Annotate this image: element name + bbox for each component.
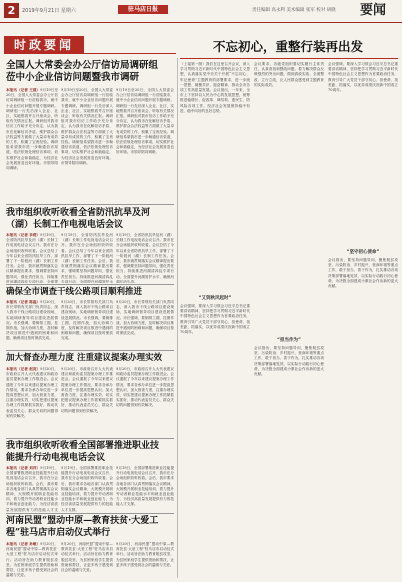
banner-label: 时政要闻 (13, 38, 74, 52)
article-6-body-a: 本报讯（记者 孙敏）9月20日，河南民盟“盟动中原—教育扶贫·大爱工程”驻马店市启动仪式举行。活动旨在助力教育脱贫攻坚，为贫困家庭学生提供资助和帮扶，让更多孩子感受到社会的温暖与关爱。 (6, 542, 58, 578)
article-4-body-b: 9月20日，市政府召开人大代表建议和政协委员提案办理工作推进会。会议通报了今年以来建议提案办理工作情况，要求各承办单位进一步提高思想认识，加大督查力度，注重办理实效，切实把建议提案办理工作抓紧抓实抓好，推动代表委员关心、群众关切的问题得到有效解决。 (61, 367, 113, 413)
article-2-body-b: 9月19日，全省防汛抗旱及河（湖）长制工作电视电话会议召开。我市在分会场组织收听收看。会议总结了今年以来全省防汛抗旱工作，部署了下一阶段河（湖）长制工作任务。会后，我市就贯彻落实会议精神提出要求，强调要坚持问题导向，强化责任担当，持续推进河湖清四乱专项行动，全面提升河湖管护水 (61, 233, 113, 283)
article-4-headline: 加大督查办理力度 注重建议提案办理实效 (6, 353, 162, 363)
article-1-body-c: 9月19日至20日，全国人大常委会办公厅信访局调研组一行莅临我市，就中小企业信访问题开展专题调研。调研组一行先后深入企业、社区，实地察看并召开座谈会，听取有关情况汇报。调研组对我市信访工作给予充分肯定，认为我市在化解信访矛盾、维护群众合法权益等方面做了大量卓有成效的工作，积累了宝贵经验。调研组希望我市进一步畅通信访渠道，依法依规处理信访事项，切实维护社会和谐稳定，为经济社会发展营造良好环境。市领导陪同调研。 (116, 88, 174, 155)
article-5-body-b: 9月19日，全国部署推进职业技能提升行动电视电话会议召开，我市在分会场组织收听收看。会后，我市要求各地各部门认真贯彻落实会议精神，大规模开展职业技能培训，着力提升劳动者职业技能水平和就业创业能力，为经济高质量发展提供有力的技能人才支撑。 (61, 466, 113, 512)
column-separator (177, 58, 178, 578)
article-5-body-c: 9月19日，全国部署推进职业技能提升行动电视电话会议召开，我市在分会场组织收听收看。会后，我市要求各地各部门认真贯彻落实会议精神，大规模开展职业技能培训，着力提升劳动者职业技能水平和就业创业能力，为经济高质量发展提供有力的技能人才支撑。 (116, 466, 174, 507)
title-rule (180, 58, 398, 59)
section-title: 要闻 (360, 3, 387, 18)
banner-rule (84, 53, 176, 54)
article-1-body-a: 本报讯（记者 王晨）9月19日至20日，全国人大常委会办公厅信访局调研组一行莅临我市，就中小企业信访问题开展专题调研。调研组一行先后深入企业、社区，实地察看并召开座谈会，听取有关情况汇报。调研组对我市信访工作给予充分肯定，认为我市在化解信访矛盾、维护群众合法权益等方面做了大量卓有成效的工作，积累了宝贵经验。调研组希望我市进一步畅通信访渠道，依法依规处理信访事项，切实维护社会和谐稳定，为经济社会发展营造良好环境。市领导陪同调研。 (6, 88, 58, 171)
main-body-col1b: 会议强调，要深入学习领会习近平总书记重要讲话精神，坚持把学习贯彻习近平新时代中国特色社会主义思想作为首要政治任务，教育引导广大党员干部守初心、担使命、找差距、抓落实，以优异成绩庆祝新中国成立70周年。 (180, 304, 250, 335)
article-4-body-a: 本报讯（记者 赵亮）9月20日，市政府召开人大代表建议和政协委员提案办理工作推进会。会议通报了今年以来建议提案办理工作情况，要求各承办单位进一步提高思想认识，加大督查力度，注重办理实效，切实把建议提案办理工作抓紧抓实抓好，推动代表委员关心、群众关切的问题得到有效解决。 (6, 367, 58, 418)
main-body-col3b: 会议指出，要坚持问题导向，聚焦脱贫攻坚、污染防治、乡村振兴、营商环境等重点工作，敢于担当、善于作为，扎实推动各项决策部署落地见效，以实际行动践行初心使命，为决胜全面建成小康社会作出新的更大贡献。 (328, 258, 398, 289)
divider (6, 284, 174, 285)
article-2-body-c: 9月19日，全省防汛抗旱及河（湖）长制工作电视电话会议召开。我市在分会场组织收听收看。会议总结了今年以来全省防汛抗旱工作，部署了下一阶段河（湖）长制工作任务。会后，我市就贯彻落实会议精神提出要求，强调要坚持问题导向，强化责任担当，持续推进河湖清四乱专项行动，全面提升河湖管护水平，确保河湖长治久清。 (116, 233, 174, 283)
masthead-logo: 驻马店日报 (118, 5, 168, 14)
article-3-body-a: 本报讯（记者 陈磊）9月20日，市长带领有关部门负责同志，深入我市干线公路项目建设现场，实地调研督导项目建设进展情况。市长强调，要倒排工期，挂图作战，加大协调力度，及时解决项目推进中遇到的困难和问题，确保项目按时保质完成。 (6, 300, 58, 341)
main-body-col3: 会议强调，要深入学习领会习近平总书记重要讲话精神，坚持把学习贯彻习近平新时代中国特色社会主义思想作为首要政治任务，教育引导广大党员干部守初心、担使命、找差距、抓落实，以优异成绩庆祝新中国成立70周年。 (328, 62, 398, 93)
divider (6, 438, 174, 439)
article-3-headline: 确保全市调查干线公路项目顺利推进 (6, 287, 143, 297)
divider (6, 204, 174, 205)
main-subhead-1: “又到秋风起时” (198, 296, 232, 301)
article-5-headline: 我市组织收听收看全国部署推进职业技能提升行动电视电话会议 (6, 441, 160, 463)
article-1-body-b: 9月19日至20日，全国人大常委会办公厅信访局调研组一行莅临我市，就中小企业信访问题开展专题调研。调研组一行先后深入企业、社区，实地察看并召开座谈会，听取有关情况汇报。调研组对我市信访工作给予充分肯定，认为我市在化解信访矛盾、维护群众合法权益等方面做了大量卓有成效的工作，积累了宝贵经验。调研组希望我市进一步畅通信访渠道，依法依规处理信访事项，切实维护社会和谐稳定，为经济社会发展营造良好环境。市领导陪同调研。 (61, 88, 113, 165)
main-body-col2: 会议要求，各级党组织要切实履行主体责任，认真查找和整改问题，着力解决群众反映强烈的突出问题，做到真改实改、全面整改、立行立改，让人民群众感受到主题教育的实际成效。 (254, 62, 324, 87)
article-4-body-c: 9月20日，市政府召开人大代表建议和政协委员提案办理工作推进会。会议通报了今年以来建议提案办理工作情况，要求各承办单位进一步提高思想认识，加大督查力度，注重办理实效，切实把建议提案办理工作抓紧抓实抓好，推动代表委员关心、群众关切的问题得到有效解决。 (116, 367, 174, 408)
article-3-body-b: 9月20日，市长带领有关部门负责同志，深入我市干线公路项目建设现场，实地调研督导项目建设进展情况。市长强调，要倒排工期，挂图作战，加大协调力度，及时解决项目推进中遇到的困难和问题，确保项目按时保质完成。 (61, 300, 113, 341)
page-header (0, 0, 402, 23)
page-number: 2 (4, 3, 19, 18)
article-3-body-c: 9月20日，市长带领有关部门负责同志，深入我市干线公路项目建设现场，实地调研督导项目建设进展情况。市长强调，要倒排工期，挂图作战，加大协调力度，及时解决项目推进中遇到的困难和问题，确保项目按时保质完成。 (116, 300, 174, 336)
article-2-headline: 我市组织收听收看全省防汛抗旱及河（湖）长制工作电视电话会议 (6, 208, 151, 230)
main-article-title: 不忘初心，重整行装再出发 (212, 39, 363, 54)
article-6-body-b: 9月20日，河南民盟“盟动中原—教育扶贫·大爱工程”驻马店市启动仪式举行。活动旨在助力教育脱贫攻坚，为贫困家庭学生提供资助和帮扶，让更多孩子感受到社会的温暖与关爱。 (61, 542, 113, 573)
article-2-body-a: 本报讯（记者 李莉）9月19日，全省防汛抗旱及河（湖）长制工作电视电话会议召开。我市在分会场组织收听收看。会议总结了今年以来全省防汛抗旱工作，部署了下一阶段河（湖）长制工作任务。会后，我市就贯彻落实会议精神提出要求，强调要坚持问题导向，强化责任担当，持续推进河湖清四乱专项行动，全面提 (6, 233, 58, 283)
column-banner (4, 36, 84, 54)
main-subhead-3: “坚守初心使命” (346, 250, 380, 255)
editor-credits: 责任编辑 高永利 美术编辑 张军 校对 胡晓 (252, 8, 336, 13)
main-body-col2b: 会议指出，要坚持问题导向，聚焦脱贫攻坚、污染防治、乡村振兴、营商环境等重点工作，敢于担当、善于作为，扎实推动各项决策部署落地见效，以实际行动践行初心使命，为决胜全面建成小康社会作出新的更大贡献。 (254, 346, 324, 377)
divider (6, 350, 174, 351)
main-body-col1: （上接第一版）我们在这里召开会议，深入学习贯彻习近平新时代中国特色社会主义思想，认真落实党中央关于开展“不忘初心、牢记使命”主题教育的部署要求，进一步统一思想、凝聚共识、振奋精神，推动全市各项工作高质量发展。会议指出，一年来，全市上下坚持以人民为中心的发展思想，统筹推进稳增长、促改革、调结构、惠民生、防风险各项工作，经济社会发展保持稳中有进、稳中向好的良好态势。 (180, 62, 250, 113)
date-line: 2019年9月21日 星期六 (22, 8, 76, 14)
article-5-body-a: 本报讯（记者 刘洋）9月19日，全国部署推进职业技能提升行动电视电话会议召开，我市在分会场组织收听收看。会后，我市要求各地各部门认真贯彻落实会议精神，大规模开展职业技能培训，着力提升劳动者职业技能水平和就业创业能力，为经济高质量发展提供有力的技能人才支 (6, 466, 58, 512)
article-1-headline: 全国人大常委会办公厅信访局调研组莅中小企业信访问题暨我市调研 (6, 60, 159, 83)
main-subhead-2: “担当作为” (277, 338, 301, 343)
article-6-body-c: 9月20日，河南民盟“盟动中原—教育扶贫·大爱工程”驻马店市启动仪式举行。活动旨在助力教育脱贫攻坚，为贫困家庭学生提供资助和帮扶，让更多孩子感受到社会的温暖与关爱。 (116, 542, 174, 567)
divider (6, 513, 174, 514)
article-6-headline: 河南民盟“盟动中原—教育扶贫·大爱工程”驻马店市启动仪式举行 (6, 516, 159, 538)
